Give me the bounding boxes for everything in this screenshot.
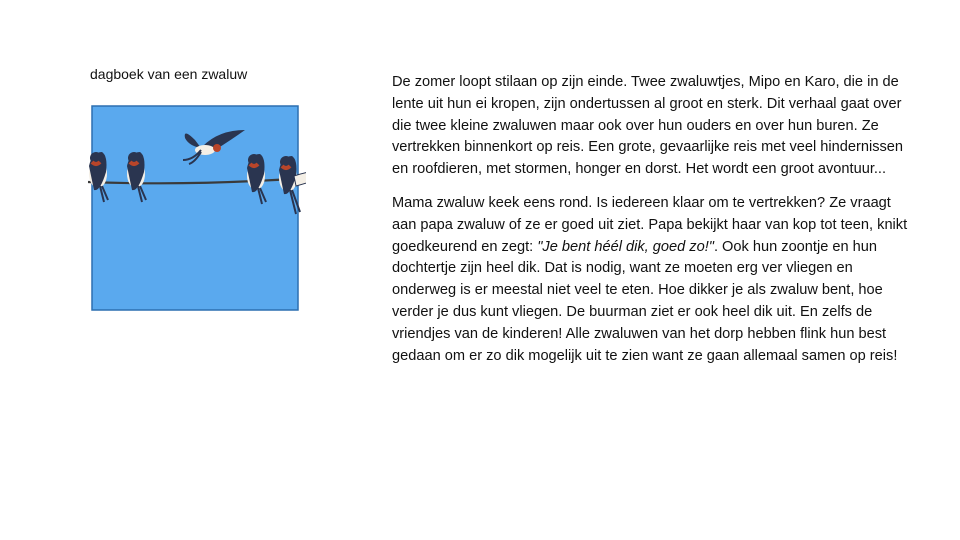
- page-title: dagboek van een zwaluw: [90, 66, 248, 82]
- story-text: [392, 72, 912, 367]
- paragraph-2-intro: Mama zwaluw keek eens rond. Is iedereen klaar om te vertrekken? Ze vraagt aan papa zwaluw of ze er goed uit ziet. Papa bekijkt haar van kop tot teen, knikt goedkeurend en zegt:: [392, 194, 908, 255]
- sky-background: [92, 106, 298, 310]
- story-paragraph-2: [392, 193, 912, 367]
- papa-quote: "Je bent héél dik, goed zo!": [537, 238, 714, 255]
- story-paragraph-1: De zomer loopt stilaan op zijn einde. Twee zwaluwtjes, Mipo en Karo, die in de lente uit hun ei kropen, zijn ondertussen al groot en sterk. Dit verhaal gaat over die twee kleine zwaluwen maar ook over hun ouders en over hun buren. Ze vertrekken binnenkort op reis. Een grote, gevaarlijke reis met veel hindernissen en roofdieren, met stormen, honger en dorst. Het wordt een groot avontuur...: [392, 74, 904, 178]
- paragraph-2-rest: . Ook hun zoontje en hun dochtertje zijn heel dik. Dat is nodig, want ze moeten erg ver vliegen en onderweg is er meestal niet veel te eten. Hoe dikker je als zwaluw bent, hoe verder je dus kunt vliegen. De buurman ziet er ook heel dik uit. En zelfs de vriendjes van de kinderen! Alle zwaluwen van het dorp hebben flink hun best gedaan om er zo dik mogelijk uit te zien want ze gaan allemaal samen op reis!: [392, 238, 898, 364]
- swallows-on-wire-illustration: [84, 100, 306, 316]
